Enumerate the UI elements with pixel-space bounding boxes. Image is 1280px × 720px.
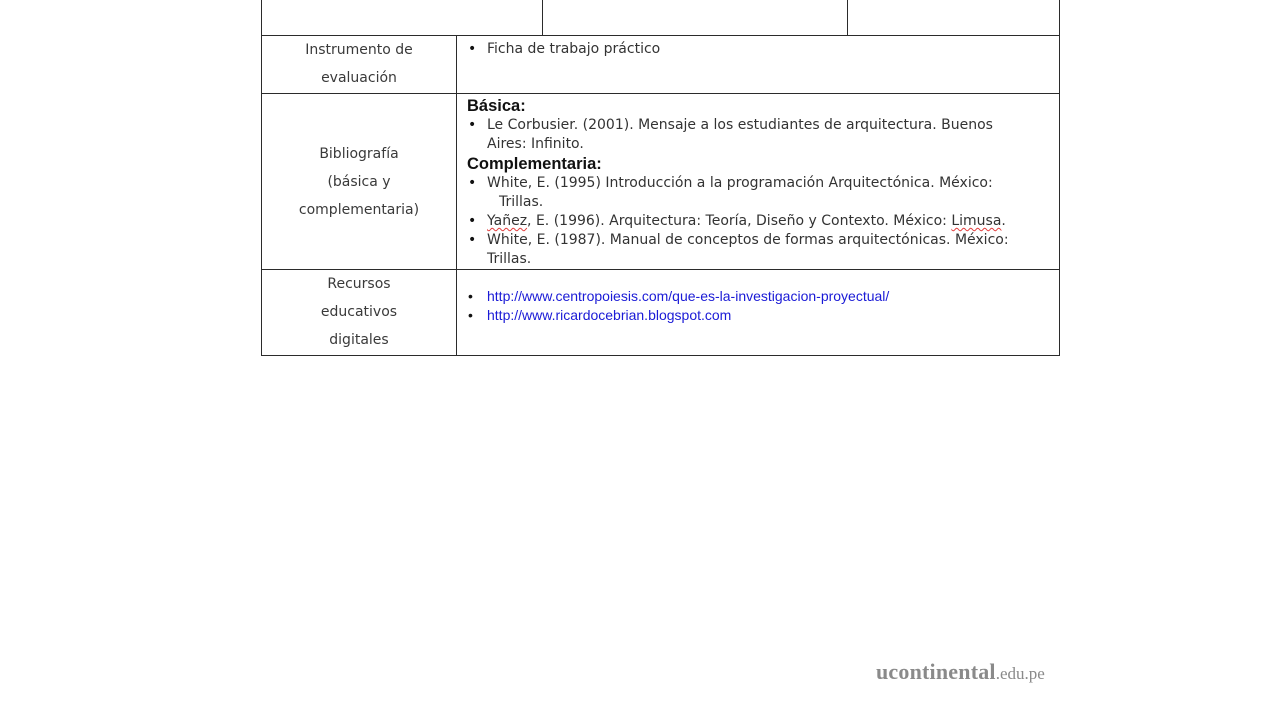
instrument-content-cell bbox=[457, 36, 1060, 94]
empty-cell bbox=[543, 0, 848, 36]
resources-label-line1: Recursos bbox=[327, 276, 391, 292]
basic-item-line1: Le Corbusier. (2001). Mensaje a los estudiantes de arquitectura. Buenos bbox=[487, 117, 993, 133]
complementary-heading: Complementaria: bbox=[467, 155, 602, 173]
resources-label-cell bbox=[262, 270, 457, 356]
white-1987-line2: Trillas. bbox=[487, 251, 532, 267]
resources-label-line3: digitales bbox=[329, 332, 389, 348]
basic-list bbox=[467, 116, 1051, 154]
complementary-list bbox=[467, 174, 1051, 269]
table-row-instrument bbox=[262, 36, 1060, 94]
list-item bbox=[467, 116, 1051, 154]
resources-content-cell bbox=[457, 270, 1060, 356]
logo-domain-text: .edu.pe bbox=[995, 664, 1045, 683]
resources-link-list bbox=[467, 287, 1051, 325]
empty-cell bbox=[848, 0, 1060, 36]
yanez-period: . bbox=[1001, 213, 1006, 229]
yanez-author: Yañez bbox=[487, 213, 528, 229]
bibliography-label-line3: complementaria) bbox=[298, 201, 420, 218]
ricardocebrian-link[interactable]: http://www.ricardocebrian.blogspot.com bbox=[487, 307, 732, 323]
document-table bbox=[261, 0, 1060, 356]
table-row-top-partial bbox=[262, 0, 1060, 36]
basic-item-line2: Aires: Infinito. bbox=[487, 136, 584, 152]
bibliography-label-line2: (básica y bbox=[327, 173, 391, 190]
resources-label-line2: educativos bbox=[320, 304, 398, 320]
white-1995-line2: Trillas. bbox=[499, 194, 544, 210]
instrument-label-cell bbox=[262, 36, 457, 94]
table-row-bibliography bbox=[262, 94, 1060, 270]
table-row-resources bbox=[262, 270, 1060, 356]
list-item: • Ficha de trabajo práctico bbox=[467, 38, 1051, 60]
list-item bbox=[467, 231, 1051, 269]
list-item bbox=[467, 212, 1051, 231]
list-item bbox=[467, 287, 1051, 306]
centropoiesis-link[interactable]: http://www.centropoiesis.com/que-es-la-investigacion-proyectual/ bbox=[487, 288, 890, 304]
white-1995-line1: White, E. (1995) Introducción a la programación Arquitectónica. México: bbox=[487, 175, 993, 191]
instrument-label-line2: evaluación bbox=[321, 70, 397, 86]
ucontinental-logo bbox=[876, 659, 1045, 685]
empty-cell bbox=[262, 0, 543, 36]
white-1987-line1: White, E. (1987). Manual de conceptos de formas arquitectónicas. México: bbox=[487, 232, 1009, 248]
yanez-publisher: Limusa bbox=[951, 213, 1002, 229]
list-item bbox=[467, 306, 1051, 325]
bibliography-content-cell bbox=[457, 94, 1060, 270]
bibliography-label-line1: Bibliografía bbox=[319, 145, 399, 162]
bibliography-label-cell bbox=[262, 94, 457, 270]
instrument-list bbox=[467, 38, 1051, 60]
logo-brand-text: ucontinental bbox=[876, 659, 996, 684]
instrument-label-line1: Instrumento de bbox=[305, 42, 413, 58]
list-item bbox=[467, 174, 1051, 212]
yanez-citation: , E. (1996). Arquitectura: Teoría, Diseño y Contexto. México: bbox=[527, 213, 952, 229]
basic-heading: Básica: bbox=[467, 97, 526, 115]
